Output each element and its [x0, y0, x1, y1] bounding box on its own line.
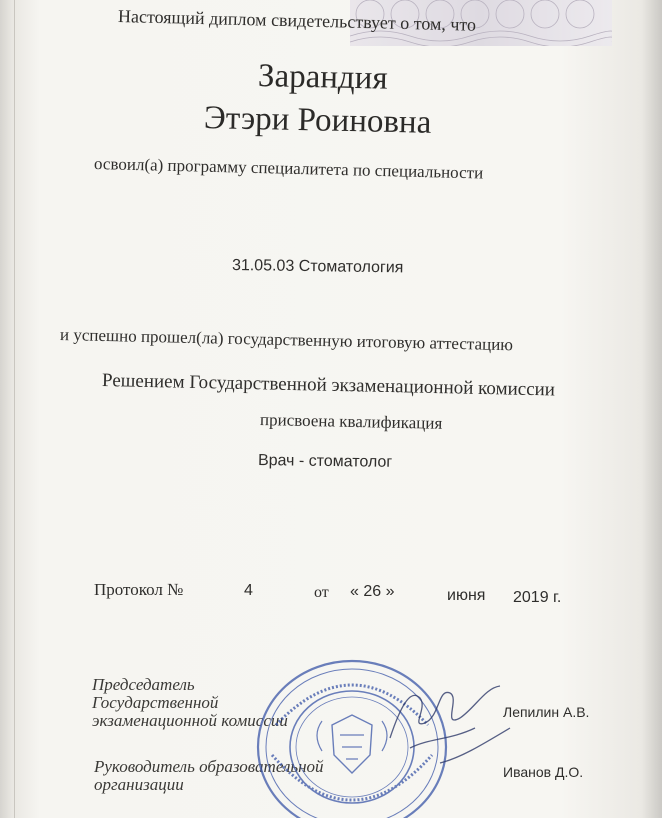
page-fold-line [14, 0, 15, 818]
chair-title-line-2: Государственной [92, 693, 219, 712]
specialty-name: 31.05.03 Стоматология [231, 257, 404, 277]
protocol-day: « 26 » [350, 583, 395, 600]
qualification-assigned-text: присвоена квалификация [259, 410, 443, 433]
head-title-line-2: организации [94, 775, 184, 794]
attestation-statement: и успешно прошел(ла) государственную итоговую аттестацию [59, 325, 514, 355]
protocol-month: июня [447, 587, 486, 604]
protocol-year: 2019 г. [513, 589, 562, 606]
chair-title-line-1: Председатель [92, 675, 195, 694]
program-statement: освоил(а) программу специалитета по специальности [93, 154, 484, 183]
graduate-given-names: Этэри Роиновна [203, 100, 432, 141]
head-title-line-1: Руководитель образовательной [94, 757, 324, 776]
handwritten-signature [380, 668, 520, 778]
page-edge-shadow [642, 0, 662, 818]
graduate-surname: Зарандия [257, 58, 388, 97]
chair-name: Лепилин А.В. [503, 704, 590, 720]
protocol-number: 4 [244, 582, 253, 599]
chair-title-line-3: экзаменационной комиссии [92, 711, 288, 730]
protocol-label: Протокол № [94, 580, 184, 599]
protocol-from-label: от [314, 584, 329, 601]
qualification-name: Врач - стоматолог [257, 452, 393, 471]
head-name: Иванов Д.О. [503, 764, 584, 780]
diploma-intro-text: Настоящий диплом свидетельствует о том, что [117, 6, 477, 35]
commission-decision-text: Решением Государственной экзаменационной комиссии [101, 370, 556, 401]
